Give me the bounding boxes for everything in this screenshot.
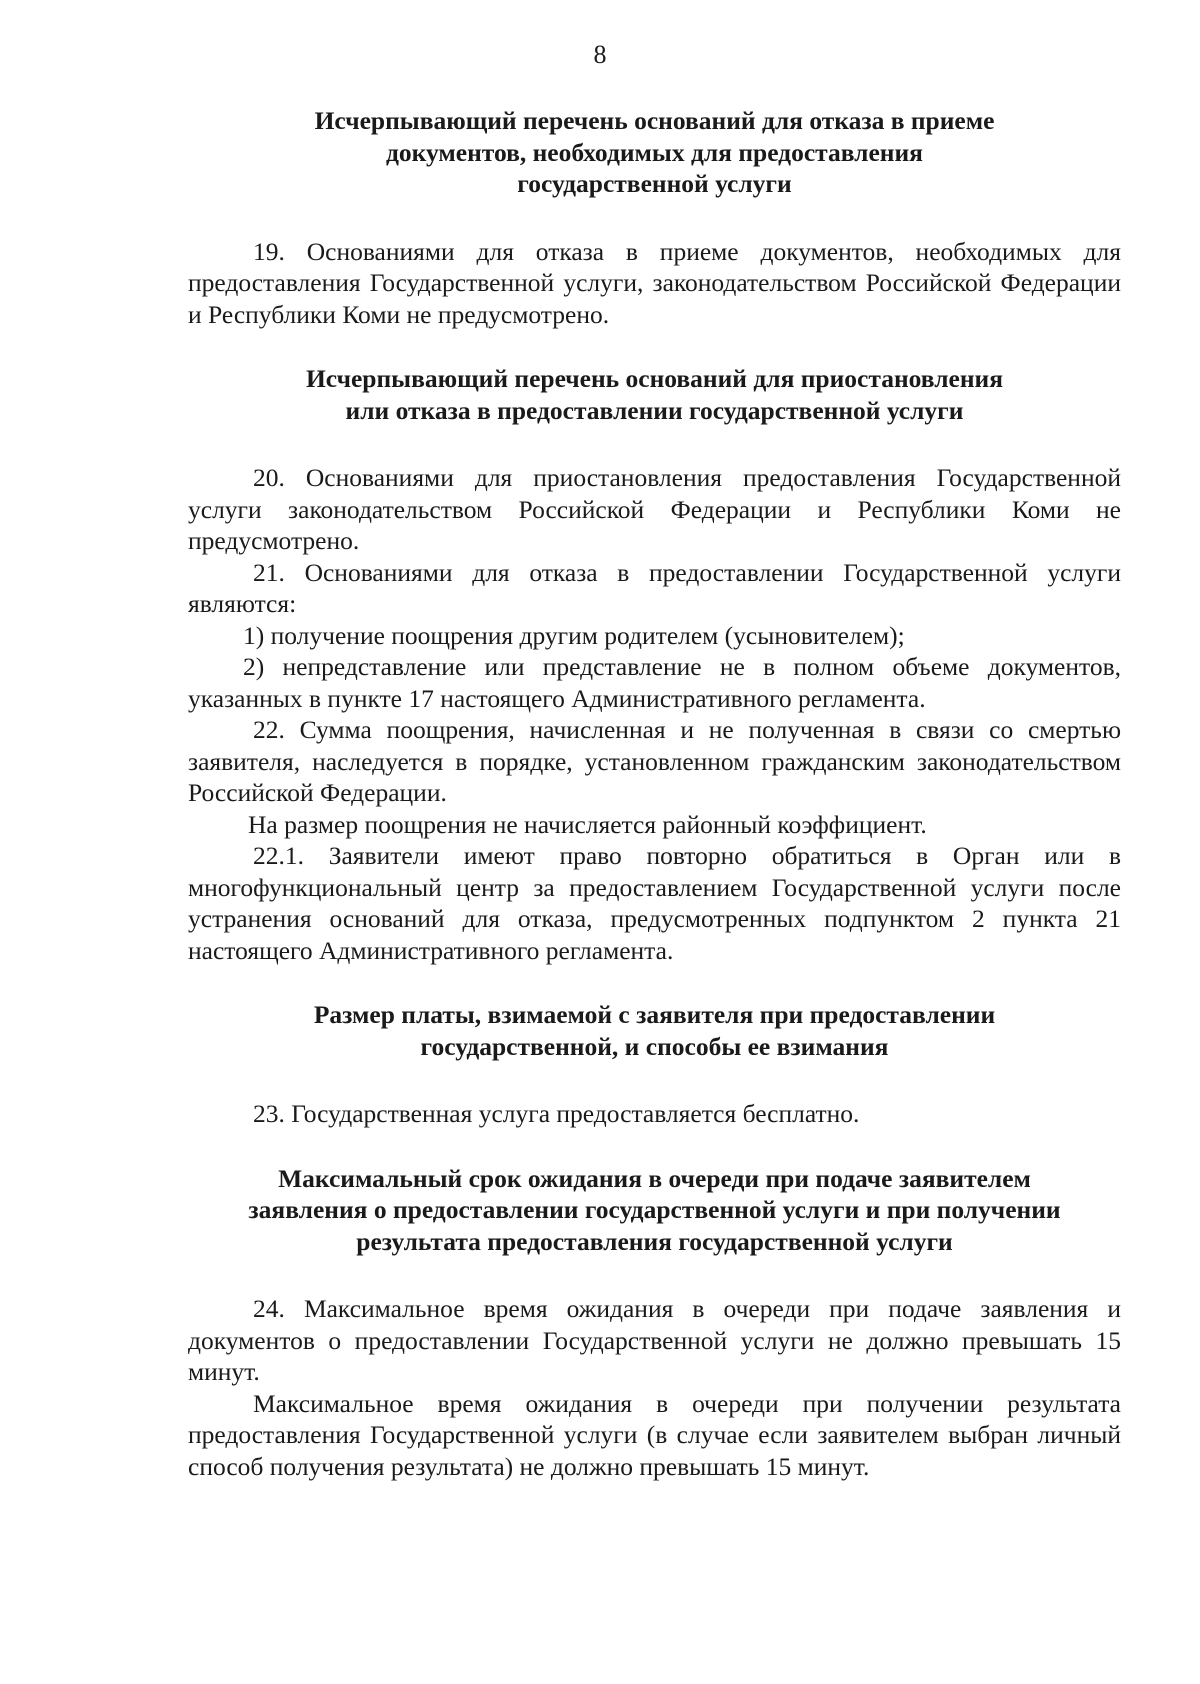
paragraph-19: 19. Основаниями для отказа в приеме документов, необходимых для предоставления Государственной услуги, законодательством Российской Федерации и Республики Коми не предусмотрено.: [188, 236, 1121, 329]
document-body: [188, 105, 1121, 1482]
paragraph-queue-result: Максимальное время ожидания в очереди при получении результата предоставления Государственной услуги (в случае если заявителем выбран личный способ получения результата) не должно превышать 15 минут.: [188, 1388, 1121, 1481]
section-heading-fee: Размер платы, взимаемой с заявителя при предоставлении государственной, и способы ее взимания: [313, 1000, 996, 1061]
section-heading-refusal-acceptance: Исчерпывающий перечень оснований для отказа в приеме документов, необходимых для предоставления государственной услуги: [314, 106, 995, 198]
list-item-2: 2) непредставление или представление не в полном объеме документов, указанных в пункте 17 настоящего Административного регламента.: [188, 652, 1121, 713]
paragraph-22: 22. Сумма поощрения, начисленная и не полученная в связи со смертью заявителя, наследуется в порядке, установленном гражданским законодательством Российской Федерации.: [188, 715, 1121, 807]
paragraph-23: 23. Государственная услуга предоставляется бесплатно.: [253, 1099, 860, 1128]
paragraph-21: 21. Основаниями для отказа в предоставлении Государственной услуги являются:: [188, 557, 1121, 618]
paragraph-24: 24. Максимальное время ожидания в очереди при подаче заявления и документов о предоставлении Государственной услуги не должно превышать 15 минут.: [188, 1294, 1121, 1386]
page-number: 8: [593, 40, 607, 69]
section-heading-suspension-refusal: Исчерпывающий перечень оснований для приостановления или отказа в предоставлении государственной услуги: [305, 364, 1004, 425]
list-item-1: 1) получение поощрения другим родителем (усыновителем);: [243, 620, 905, 650]
section-heading-queue-time: Максимальный срок ожидания в очереди при подаче заявителем заявления о предоставлении государственной услуги и при получении результата предоставления государственной услуги: [248, 1163, 1061, 1256]
paragraph-coefficient: На размер поощрения не начисляется районный коэффициент.: [248, 809, 927, 839]
paragraph-22-1: 22.1. Заявители имеют право повторно обратиться в Орган или в многофункциональный центр за предоставлением Государственной услуги после устранения оснований для отказа, предусмотренных подпунктом 2 пункта 21 настоящего Административного регламента.: [188, 841, 1121, 965]
paragraph-20: 20. Основаниями для приостановления предоставления Государственной услуги законодательством Российской Федерации и Республики Коми не предусмотрено.: [188, 463, 1121, 555]
